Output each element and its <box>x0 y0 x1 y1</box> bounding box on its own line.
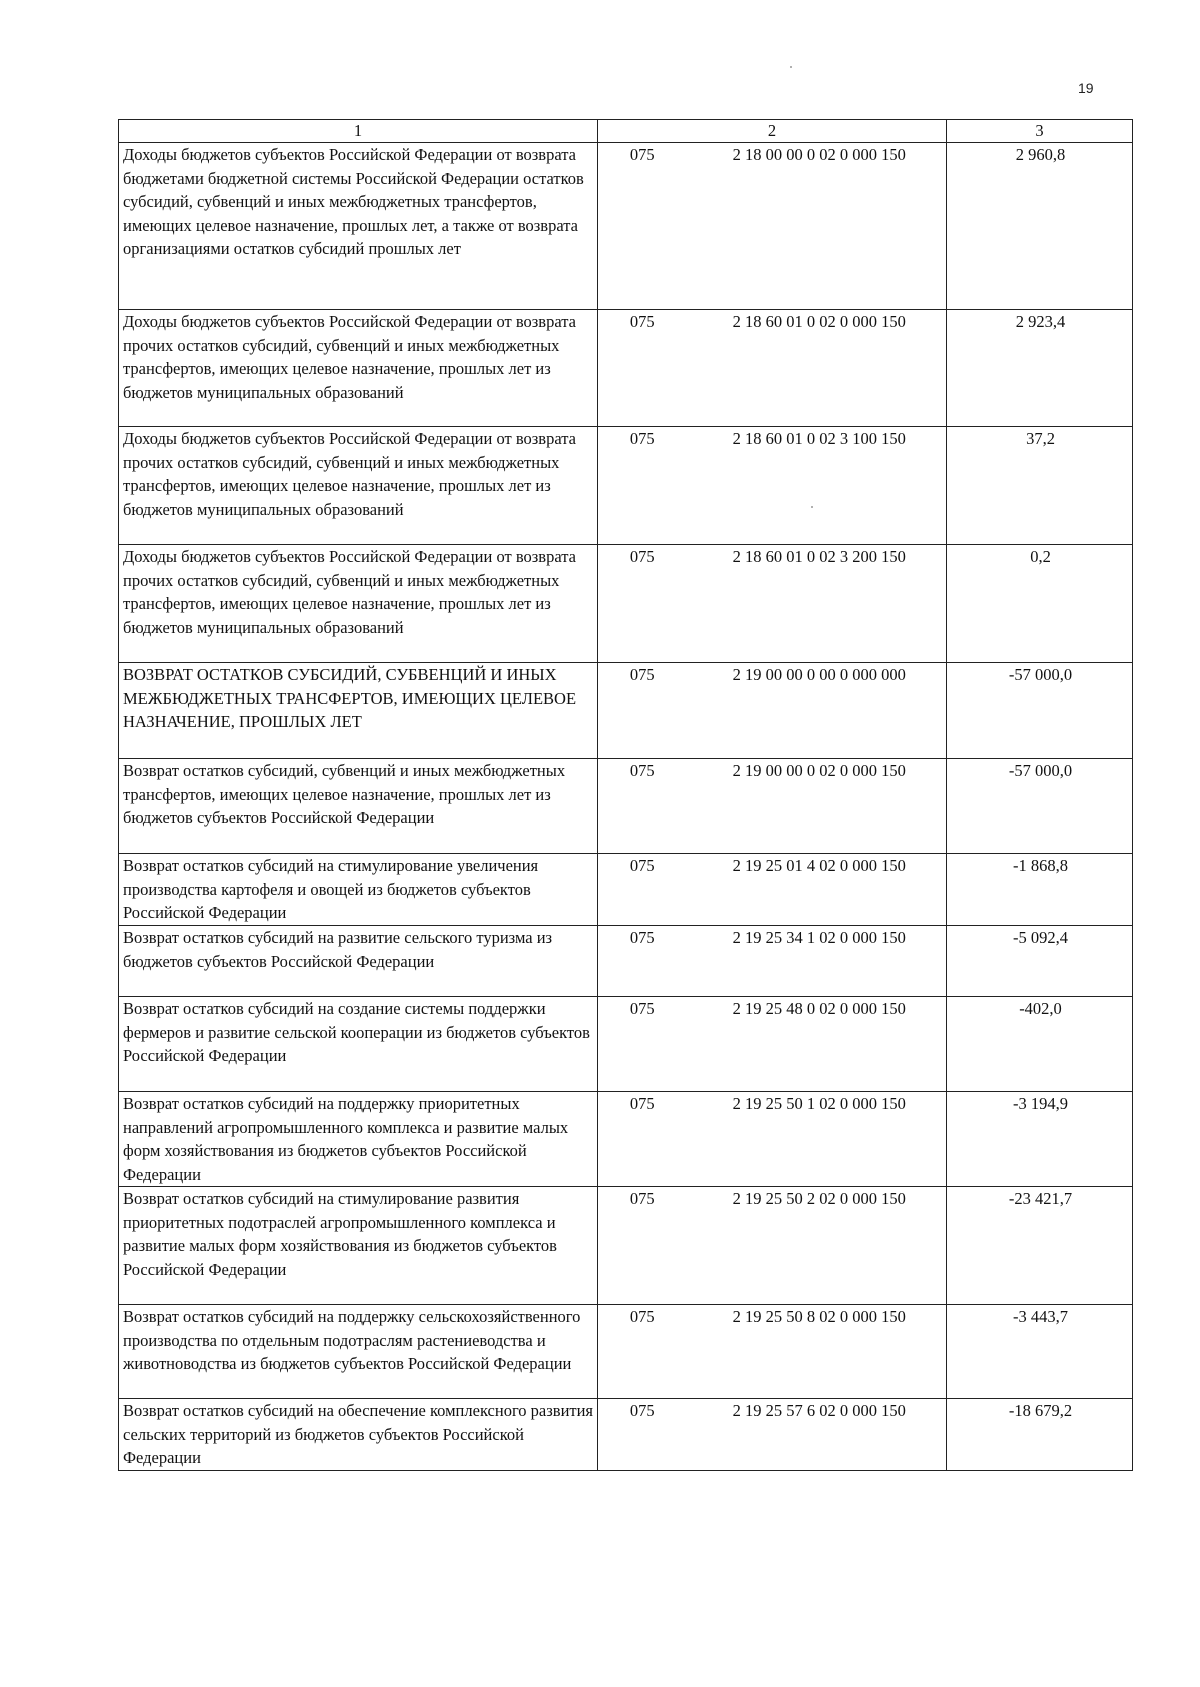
row-budget-code: 2 19 25 50 1 02 0 000 150 <box>685 1092 947 1187</box>
row-admin-code: 075 <box>598 854 685 926</box>
row-budget-code: 2 19 25 34 1 02 0 000 150 <box>685 926 947 997</box>
row-name: Доходы бюджетов субъектов Российской Федерации от возврата бюджетами бюджетной системы Российской Федерации остатков субсидий, субвенций и иных межбюджетных трансфертов, имеющих целевое назначение, прошлых лет, а также от возврата организациями остатков субсидий прошлых лет <box>119 143 598 310</box>
column-header-3: 3 <box>947 120 1133 143</box>
table-row <box>119 854 1133 926</box>
table-row <box>119 1305 1133 1399</box>
table-row <box>119 310 1133 427</box>
row-admin-code: 075 <box>598 759 685 854</box>
row-admin-code: 075 <box>598 926 685 997</box>
row-admin-code: 075 <box>598 310 685 427</box>
row-budget-code: 2 19 25 50 8 02 0 000 150 <box>685 1305 947 1399</box>
row-value: 2 923,4 <box>947 310 1133 427</box>
table-row <box>119 663 1133 759</box>
row-name: Возврат остатков субсидий на поддержку сельскохозяйственного производства по отдельным подотраслям растениеводства и животноводства из бюджетов субъектов Российской Федерации <box>119 1305 598 1399</box>
row-budget-code: 2 19 25 50 2 02 0 000 150 <box>685 1187 947 1305</box>
row-admin-code: 075 <box>598 663 685 759</box>
row-budget-code: 2 18 60 01 0 02 3 100 150 <box>685 427 947 545</box>
row-name: Возврат остатков субсидий на обеспечение комплексного развития сельских территорий из бюджетов субъектов Российской Федерации <box>119 1399 598 1471</box>
column-header-2: 2 <box>598 120 947 143</box>
row-budget-code: 2 18 60 01 0 02 3 200 150 <box>685 545 947 663</box>
budget-revenue-table <box>118 119 1133 1471</box>
row-admin-code: 075 <box>598 143 685 310</box>
row-name: Возврат остатков субсидий на стимулирование увеличения производства картофеля и овощей из бюджетов субъектов Российской Федерации <box>119 854 598 926</box>
row-value: -57 000,0 <box>947 663 1133 759</box>
row-admin-code: 075 <box>598 545 685 663</box>
row-budget-code: 2 19 00 00 0 02 0 000 150 <box>685 759 947 854</box>
table-row <box>119 926 1133 997</box>
row-value: -18 679,2 <box>947 1399 1133 1471</box>
row-value: 0,2 <box>947 545 1133 663</box>
scan-speck <box>790 66 792 68</box>
row-name: ВОЗВРАТ ОСТАТКОВ СУБСИДИЙ, СУБВЕНЦИЙ И ИНЫХ МЕЖБЮДЖЕТНЫХ ТРАНСФЕРТОВ, ИМЕЮЩИХ ЦЕЛЕВОЕ НАЗНАЧЕНИЕ, ПРОШЛЫХ ЛЕТ <box>119 663 598 759</box>
table-header-row <box>119 120 1133 143</box>
row-admin-code: 075 <box>598 1187 685 1305</box>
row-name: Возврат остатков субсидий на создание системы поддержки фермеров и развитие сельской кооперации из бюджетов субъектов Российской Федерации <box>119 997 598 1092</box>
row-admin-code: 075 <box>598 427 685 545</box>
row-name: Возврат остатков субсидий, субвенций и иных межбюджетных трансфертов, имеющих целевое назначение, прошлых лет из бюджетов субъектов Российской Федерации <box>119 759 598 854</box>
row-budget-code: 2 19 25 48 0 02 0 000 150 <box>685 997 947 1092</box>
page-number: 19 <box>1078 80 1094 96</box>
column-header-1: 1 <box>119 120 598 143</box>
row-budget-code: 2 18 60 01 0 02 0 000 150 <box>685 310 947 427</box>
row-name: Возврат остатков субсидий на стимулирование развития приоритетных подотраслей агропромышленного комплекса и развитие малых форм хозяйствования из бюджетов субъектов Российской Федерации <box>119 1187 598 1305</box>
row-budget-code: 2 19 00 00 0 00 0 000 000 <box>685 663 947 759</box>
row-value: -1 868,8 <box>947 854 1133 926</box>
row-budget-code: 2 18 00 00 0 02 0 000 150 <box>685 143 947 310</box>
table-row <box>119 1399 1133 1471</box>
table-row <box>119 143 1133 310</box>
table-row <box>119 1187 1133 1305</box>
row-name: Возврат остатков субсидий на поддержку приоритетных направлений агропромышленного комплекса и развитие малых форм хозяйствования из бюджетов субъектов Российской Федерации <box>119 1092 598 1187</box>
table-row <box>119 997 1133 1092</box>
row-budget-code: 2 19 25 57 6 02 0 000 150 <box>685 1399 947 1471</box>
row-name: Доходы бюджетов субъектов Российской Федерации от возврата прочих остатков субсидий, субвенций и иных межбюджетных трансфертов, имеющих целевое назначение, прошлых лет из бюджетов муниципальных образований <box>119 427 598 545</box>
row-value: -23 421,7 <box>947 1187 1133 1305</box>
row-value: -3 194,9 <box>947 1092 1133 1187</box>
row-value: -57 000,0 <box>947 759 1133 854</box>
row-admin-code: 075 <box>598 1305 685 1399</box>
row-value: 37,2 <box>947 427 1133 545</box>
row-value: -5 092,4 <box>947 926 1133 997</box>
table-row <box>119 427 1133 545</box>
row-admin-code: 075 <box>598 1092 685 1187</box>
table-row <box>119 759 1133 854</box>
row-value: -402,0 <box>947 997 1133 1092</box>
row-value: -3 443,7 <box>947 1305 1133 1399</box>
row-name: Возврат остатков субсидий на развитие сельского туризма из бюджетов субъектов Российской Федерации <box>119 926 598 997</box>
row-budget-code: 2 19 25 01 4 02 0 000 150 <box>685 854 947 926</box>
row-admin-code: 075 <box>598 997 685 1092</box>
row-name: Доходы бюджетов субъектов Российской Федерации от возврата прочих остатков субсидий, субвенций и иных межбюджетных трансфертов, имеющих целевое назначение, прошлых лет из бюджетов муниципальных образований <box>119 545 598 663</box>
row-name: Доходы бюджетов субъектов Российской Федерации от возврата прочих остатков субсидий, субвенций и иных межбюджетных трансфертов, имеющих целевое назначение, прошлых лет из бюджетов муниципальных образований <box>119 310 598 427</box>
table-row <box>119 545 1133 663</box>
row-value: 2 960,8 <box>947 143 1133 310</box>
table-row <box>119 1092 1133 1187</box>
row-admin-code: 075 <box>598 1399 685 1471</box>
